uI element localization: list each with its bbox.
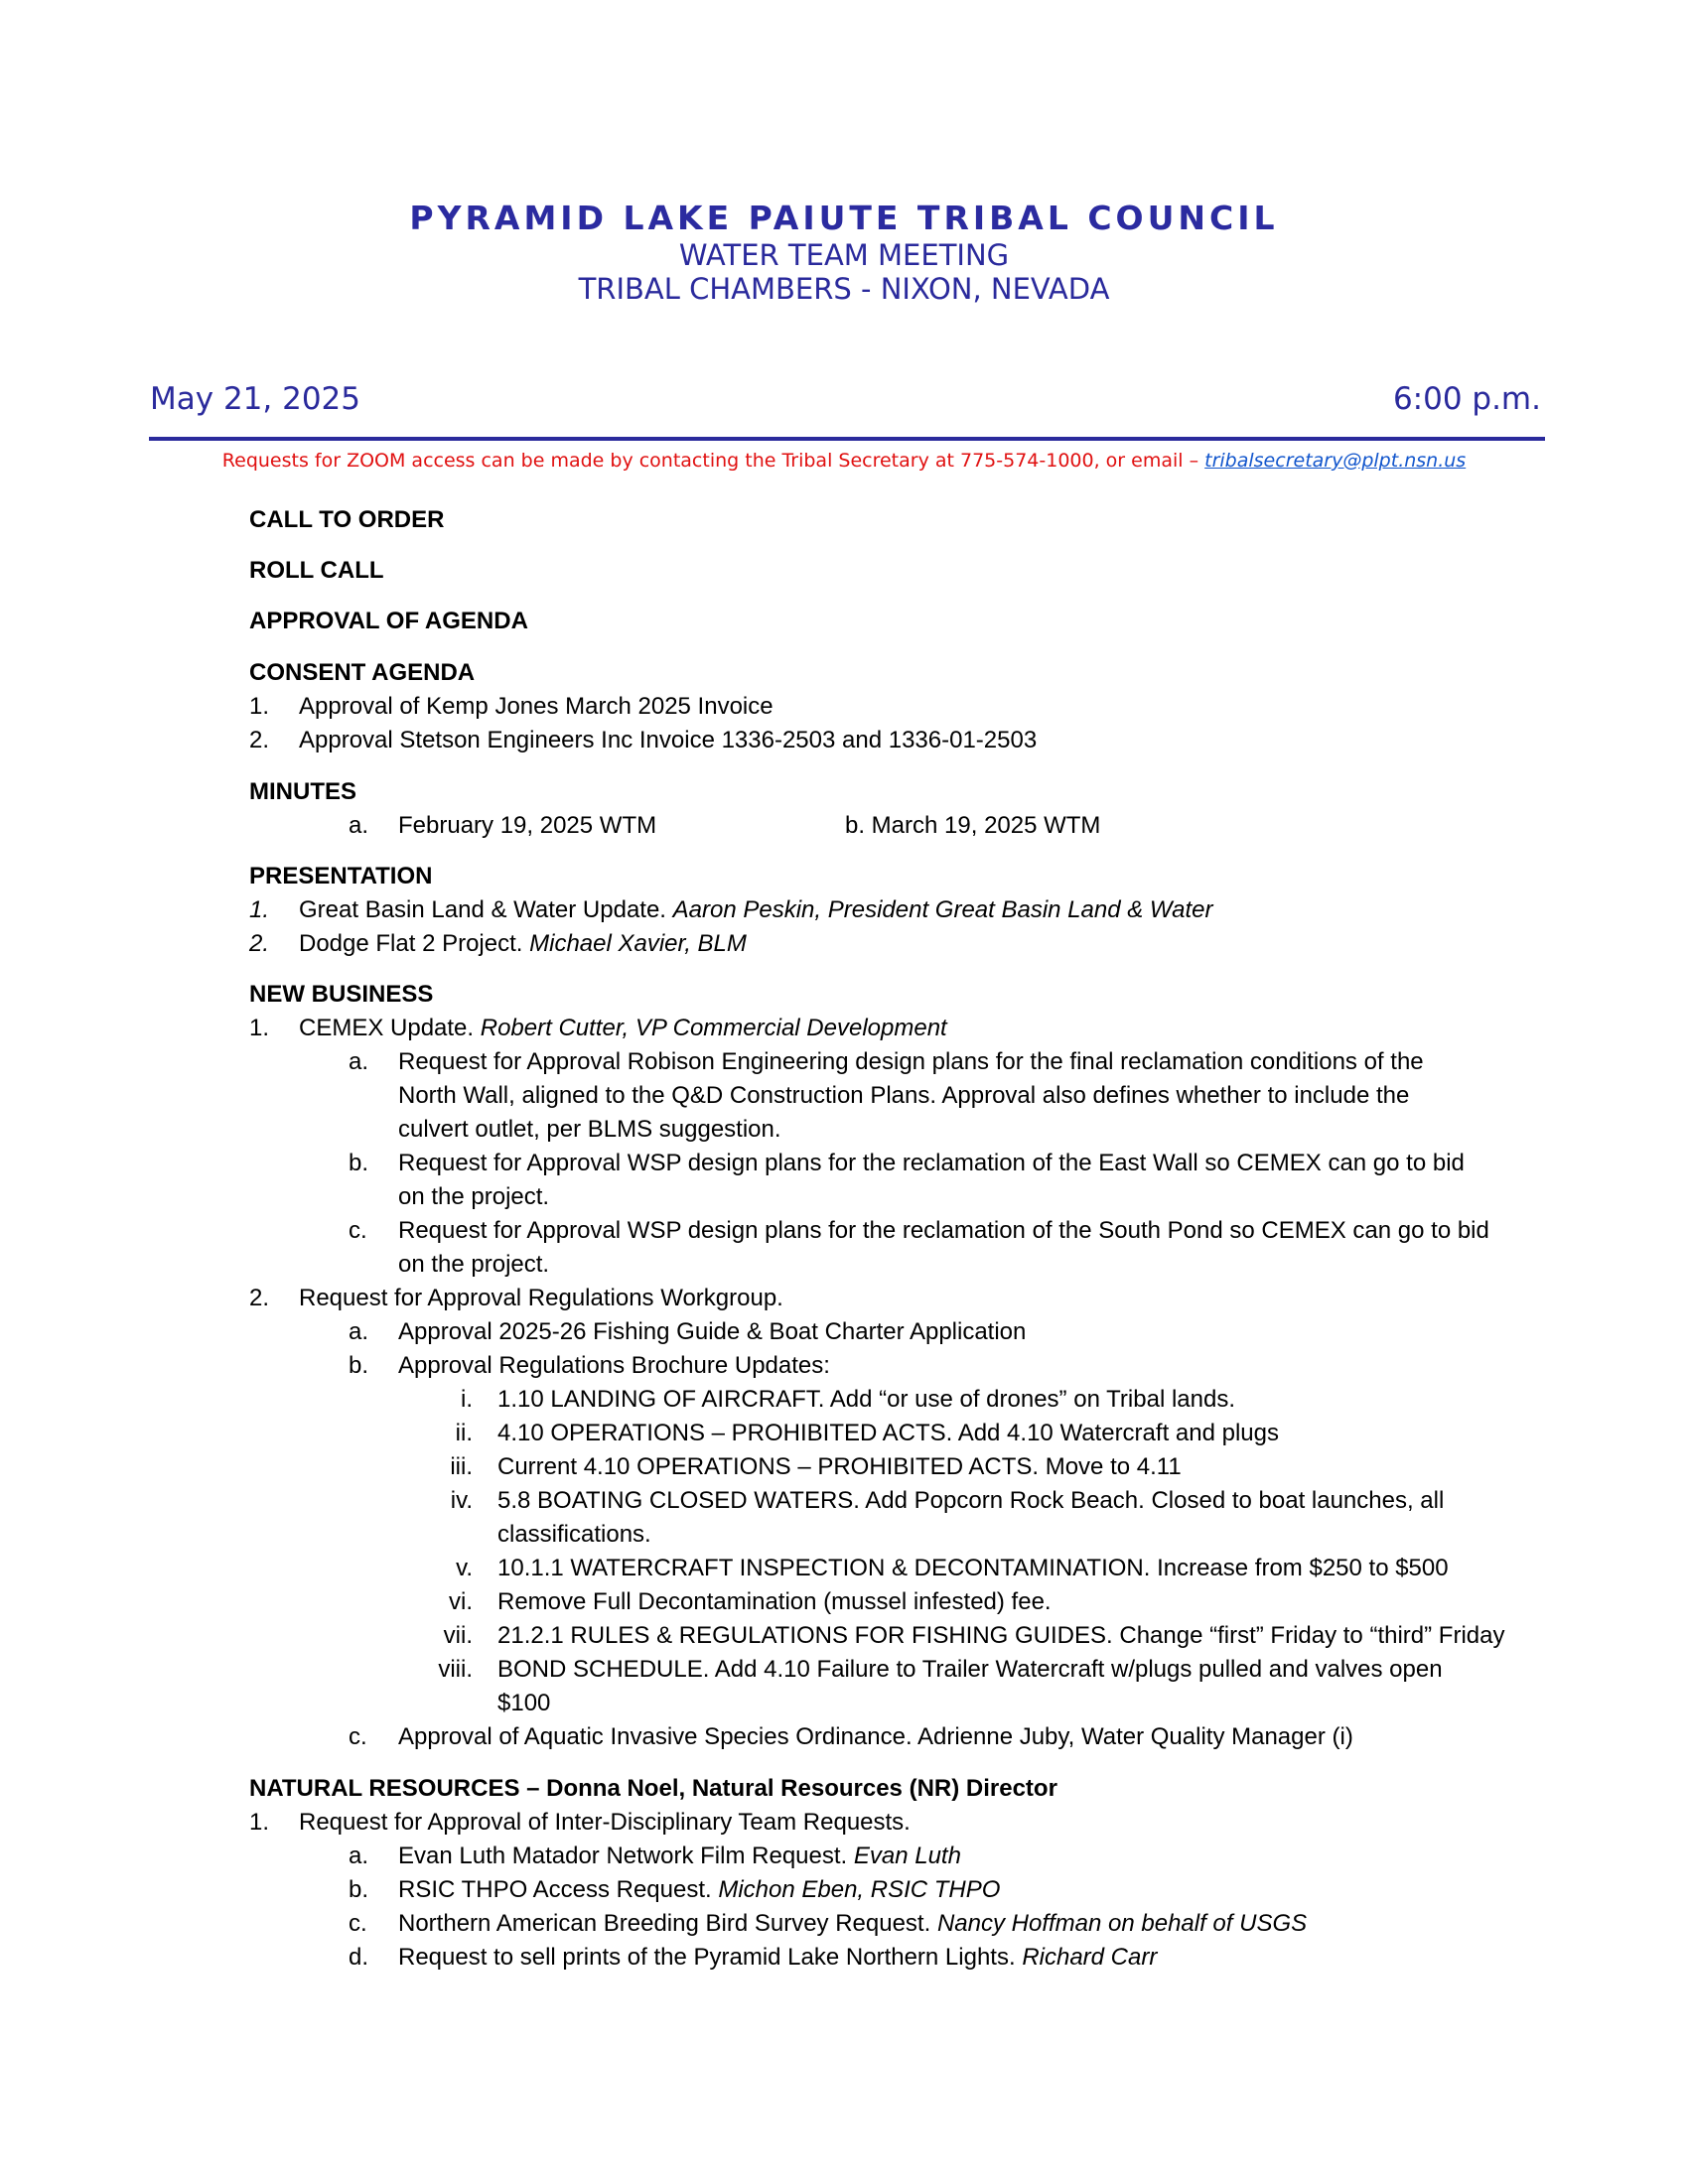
requester-name: Richard Carr [1022, 1944, 1158, 1971]
list-item: Approval Stetson Engineers Inc Invoice 1336-2503 and 1336-01-2503 [299, 727, 1038, 753]
list-item-line: Request for Approval WSP design plans for the reclamation of the East Wall so CEMEX can go to bid [398, 1150, 1465, 1176]
requester-name: Nancy Hoffman on behalf of USGS [936, 1910, 1308, 1937]
list-item: Approval 2025-26 Fishing Guide & Boat Charter Application [398, 1318, 1027, 1345]
organization-title: PYRAMID LAKE PAIUTE TRIBAL COUNCIL [409, 199, 1279, 237]
section-minutes: MINUTES [249, 778, 356, 805]
meeting-date: May 21, 2025 [150, 381, 360, 417]
roman-numeral: v. [456, 1555, 473, 1581]
list-item: Approval of Aquatic Invasive Species Ordinance. Adrienne Juby, Water Quality Manager (i) [398, 1723, 1353, 1750]
list-item-letter: a. [349, 812, 369, 839]
list-item-number: 1. [249, 1015, 270, 1041]
header-divider [149, 437, 1545, 441]
presenter-name: Robert Cutter, VP Commercial Development [480, 1015, 947, 1041]
list-item [398, 1843, 961, 1870]
list-item-letter: a. [349, 1318, 369, 1345]
roman-numeral: vi. [449, 1588, 473, 1615]
list-item [299, 930, 747, 958]
list-item-line: $100 [497, 1690, 551, 1716]
requester-name: Evan Luth [853, 1843, 961, 1869]
list-item-line: culvert outlet, per BLMS suggestion. [398, 1116, 781, 1143]
list-item-line: North Wall, aligned to the Q&D Construction Plans. Approval also defines whether to include the [398, 1082, 1410, 1109]
meeting-location: TRIBAL CHAMBERS - NIXON, NEVADA [578, 272, 1110, 306]
list-item-line: 10.1.1 WATERCRAFT INSPECTION & DECONTAMINATION. Increase from $250 to $500 [497, 1555, 1449, 1581]
minutes-item-b: b. March 19, 2025 WTM [845, 812, 1101, 839]
zoom-notice-text: Requests for ZOOM access can be made by contacting the Tribal Secretary at 775-574-1000, or email – [221, 450, 1205, 472]
roman-numeral: vii. [443, 1622, 473, 1649]
list-item-number: 1. [249, 896, 270, 923]
roman-numeral: viii. [438, 1656, 473, 1683]
roman-numeral: iii. [450, 1453, 473, 1480]
secretary-email-link[interactable]: tribalsecretary@plpt.nsn.us [1204, 450, 1467, 472]
list-item-line: 4.10 OPERATIONS – PROHIBITED ACTS. Add 4.10 Watercraft and plugs [497, 1420, 1279, 1446]
list-item: Request for Approval of Inter-Disciplinary Team Requests. [299, 1809, 911, 1836]
list-item-letter: c. [349, 1217, 367, 1244]
list-item-line: Remove Full Decontamination (mussel infested) fee. [497, 1588, 1052, 1615]
requester-name: Michon Eben, RSIC THPO [718, 1876, 1001, 1903]
list-item-letter: c. [349, 1723, 367, 1750]
section-roll-call: ROLL CALL [249, 557, 384, 584]
section-presentation: PRESENTATION [249, 863, 433, 889]
list-item-line: on the project. [398, 1251, 550, 1278]
list-item-letter: d. [349, 1944, 369, 1971]
list-item-line: Request for Approval Robison Engineering design plans for the final reclamation conditions of the [398, 1048, 1424, 1075]
list-item-letter: b. [349, 1150, 369, 1176]
list-item-line: Request for Approval WSP design plans for the reclamation of the South Pond so CEMEX can go to bid [398, 1217, 1489, 1244]
section-natural-resources: NATURAL RESOURCES – Donna Noel, Natural Resources (NR) Director [249, 1775, 1057, 1802]
presentation-topic: Dodge Flat 2 Project. [299, 930, 530, 957]
list-item-number: 1. [249, 693, 270, 720]
list-item-line: classifications. [497, 1521, 651, 1548]
roman-numeral: i. [461, 1386, 473, 1413]
list-item [398, 1944, 1157, 1972]
presentation-topic: Great Basin Land & Water Update. [299, 896, 673, 923]
list-item-line: 21.2.1 RULES & REGULATIONS FOR FISHING GUIDES. Change “first” Friday to “third” Friday [497, 1622, 1505, 1649]
list-item-letter: a. [349, 1048, 369, 1075]
list-item-letter: b. [349, 1876, 369, 1903]
list-item-letter: c. [349, 1910, 367, 1937]
list-item [398, 1910, 1307, 1938]
list-item-line: 1.10 LANDING OF AIRCRAFT. Add “or use of drones” on Tribal lands. [497, 1386, 1235, 1413]
presenter-name: Aaron Peskin, President Great Basin Land & Water [672, 896, 1213, 923]
list-item-line: on the project. [398, 1183, 550, 1210]
list-item: Approval of Kemp Jones March 2025 Invoice [299, 693, 774, 720]
list-item-number: 2. [249, 930, 270, 957]
list-item [398, 1876, 1000, 1904]
zoom-notice [0, 450, 1688, 472]
roman-numeral: iv. [450, 1487, 473, 1514]
list-item-number: 2. [249, 1285, 270, 1311]
request-topic: Evan Luth Matador Network Film Request. [398, 1843, 854, 1869]
request-topic: Northern American Breeding Bird Survey Request. [398, 1910, 937, 1937]
roman-numeral: ii. [455, 1420, 473, 1446]
meeting-title: WATER TEAM MEETING [678, 238, 1010, 272]
list-item-line: BOND SCHEDULE. Add 4.10 Failure to Trailer Watercraft w/plugs pulled and valves open [497, 1656, 1443, 1683]
list-item [299, 1015, 947, 1042]
minutes-item-a: February 19, 2025 WTM [398, 812, 657, 839]
section-consent-agenda: CONSENT AGENDA [249, 659, 476, 686]
meeting-time: 6:00 p.m. [1392, 381, 1541, 417]
business-topic: CEMEX Update. [299, 1015, 481, 1041]
list-item-line: 5.8 BOATING CLOSED WATERS. Add Popcorn Rock Beach. Closed to boat launches, all [497, 1487, 1445, 1514]
list-item: Request for Approval Regulations Workgroup. [299, 1285, 783, 1311]
list-item: Approval Regulations Brochure Updates: [398, 1352, 830, 1379]
section-call-to-order: CALL TO ORDER [249, 506, 445, 533]
list-item [299, 896, 1212, 924]
section-approval-of-agenda: APPROVAL OF AGENDA [249, 608, 528, 634]
list-item-letter: b. [349, 1352, 369, 1379]
list-item-number: 1. [249, 1809, 270, 1836]
section-new-business: NEW BUSINESS [249, 981, 434, 1008]
presenter-name: Michael Xavier, BLM [529, 930, 747, 957]
request-topic: Request to sell prints of the Pyramid Lake Northern Lights. [398, 1944, 1023, 1971]
list-item-line: Current 4.10 OPERATIONS – PROHIBITED ACTS. Move to 4.11 [497, 1453, 1182, 1480]
request-topic: RSIC THPO Access Request. [398, 1876, 719, 1903]
list-item-letter: a. [349, 1843, 369, 1869]
list-item-number: 2. [249, 727, 270, 753]
